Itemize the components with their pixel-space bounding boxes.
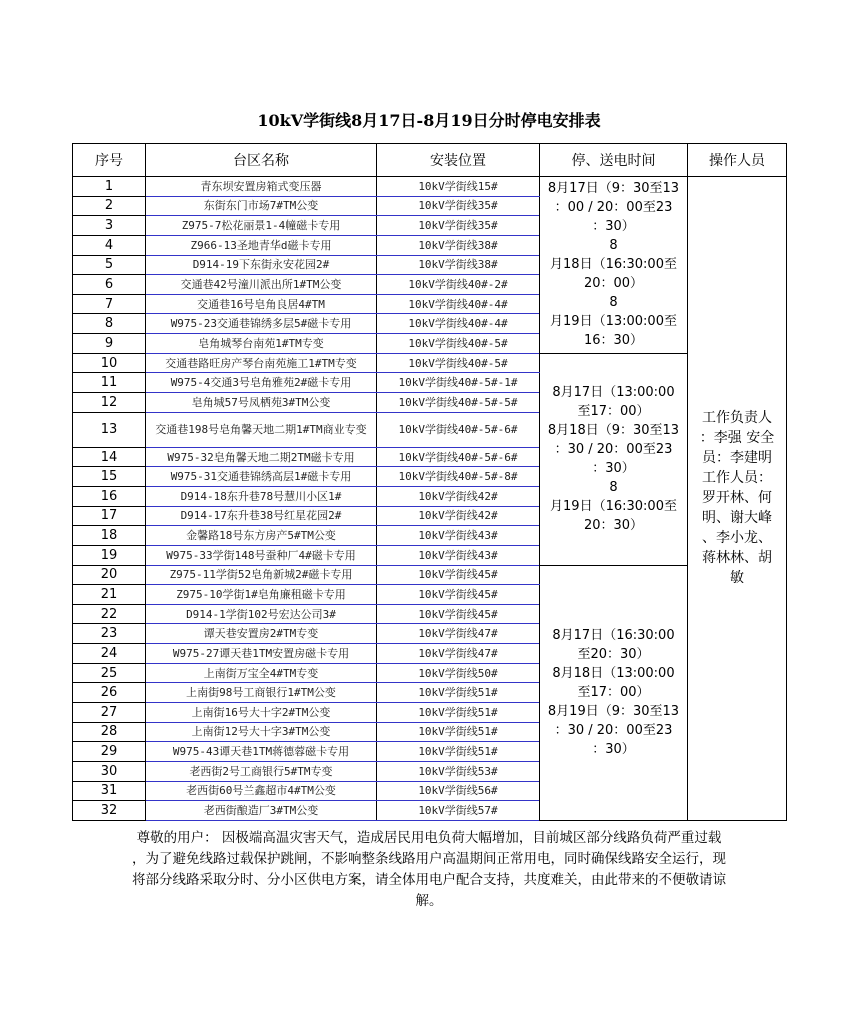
cell-line: 8 <box>609 238 618 254</box>
table-row <box>73 177 787 197</box>
notice-line: 将部分线路采取分时、分小区供电方案，请全体用电户配合支持，共度难关，由此带来的不便敬请谅 <box>132 872 726 888</box>
row-name: W975-23交通巷锦绣多层5#磁卡专用 <box>146 314 377 334</box>
row-name: 皂角城57号凤栖苑3#TM公变 <box>146 393 377 413</box>
table-row <box>73 353 787 373</box>
row-seq: 27 <box>73 703 146 723</box>
row-seq: 5 <box>73 255 146 275</box>
row-name: W975-27谭天巷1TM安置房磁卡专用 <box>146 644 377 664</box>
notice-line: 解。 <box>415 893 443 909</box>
row-name: 上南街12号大十字3#TM公变 <box>146 722 377 742</box>
cell-line: 至20：30） <box>577 647 650 663</box>
cell-line: 16：30） <box>583 333 644 349</box>
cell-line: 、李小龙、 <box>702 530 772 547</box>
cell-line: 月18日（16:30:00至 <box>550 257 677 273</box>
row-seq: 18 <box>73 526 146 546</box>
row-seq: 12 <box>73 393 146 413</box>
row-name: 金馨路18号东方房产5#TM公变 <box>146 526 377 546</box>
row-seq: 20 <box>73 565 146 585</box>
cell-line: 罗开林、何 <box>702 490 772 507</box>
cell-line: 8月18日（9：30至13 <box>547 423 680 439</box>
row-seq: 17 <box>73 506 146 526</box>
header-name: 台区名称 <box>146 144 377 177</box>
row-name: Z966-13圣地青华d磁卡专用 <box>146 235 377 255</box>
cell-line: 8 <box>609 295 618 311</box>
row-location: 10kV学街线40#-4# <box>377 314 540 334</box>
cell-line: ：30） <box>592 742 635 758</box>
cell-line: 8月17日（16:30:00 <box>552 628 675 644</box>
row-name: D914-18东升巷78号慧川小区1# <box>146 486 377 506</box>
header-time: 停、送电时间 <box>540 144 688 177</box>
row-location: 10kV学街线40#-5# <box>377 353 540 373</box>
row-seq: 15 <box>73 467 146 487</box>
header-location: 安装位置 <box>377 144 540 177</box>
row-name: 老西街2号工商银行5#TM专变 <box>146 761 377 781</box>
row-seq: 9 <box>73 334 146 354</box>
cell-line: ：30） <box>592 219 635 235</box>
row-location: 10kV学街线50# <box>377 663 540 683</box>
outage-time-group2 <box>540 353 688 565</box>
row-seq: 8 <box>73 314 146 334</box>
cell-line: ：00 / 20：00至23 <box>554 200 673 216</box>
page-title: 10kV学街线8月17日-8月19日分时停电安排表 <box>257 111 601 130</box>
row-location: 10kV学街线42# <box>377 506 540 526</box>
cell-line: 8月17日（13:00:00 <box>552 385 675 401</box>
row-name: 交通巷路旺房产琴台南苑施工1#TM专变 <box>146 353 377 373</box>
notice-line: ，为了避免线路过载保护跳闸，不影响整条线路用户高温期间正常用电，同时确保线路安全运行，现 <box>132 851 726 867</box>
row-seq: 24 <box>73 644 146 664</box>
row-location: 10kV学街线40#-2# <box>377 275 540 295</box>
cell-line: ：李强 安全 <box>699 430 775 447</box>
notice-line: 尊敬的用户： 因极端高温灾害天气，造成居民用电负荷大幅增加，目前城区部分线路负荷严重过载 <box>136 830 722 846</box>
cell-line: 至17：00） <box>577 685 650 701</box>
row-location: 10kV学街线51# <box>377 703 540 723</box>
row-location: 10kV学街线51# <box>377 722 540 742</box>
cell-line: ：30） <box>592 461 635 477</box>
row-name: W975-32皂角馨天地二期2TM磁卡专用 <box>146 447 377 467</box>
row-location: 10kV学街线47# <box>377 624 540 644</box>
row-seq: 25 <box>73 663 146 683</box>
cell-line: 月19日（16:30:00至 <box>550 499 677 515</box>
row-location: 10kV学街线43# <box>377 526 540 546</box>
row-seq: 21 <box>73 585 146 605</box>
row-location: 10kV学街线56# <box>377 781 540 801</box>
row-location: 10kV学街线40#-5#-5# <box>377 393 540 413</box>
row-name: Z975-11学街52皂角新城2#磁卡专用 <box>146 565 377 585</box>
row-name: Z975-7松花丽景1-4幢磁卡专用 <box>146 216 377 236</box>
row-name: D914-17东升巷38号红星花园2# <box>146 506 377 526</box>
row-name: D914-1学街102号宏达公司3# <box>146 604 377 624</box>
cell-line: 员：李建明 <box>702 450 772 467</box>
row-seq: 7 <box>73 294 146 314</box>
table-header-row <box>73 144 787 177</box>
cell-line: 工作负责人 <box>702 410 772 427</box>
row-location: 10kV学街线43# <box>377 545 540 565</box>
row-name: 交通巷42号潼川派出所1#TM公变 <box>146 275 377 295</box>
cell-line: 敏 <box>730 570 744 587</box>
row-name: 皂角城琴台南苑1#TM专变 <box>146 334 377 354</box>
row-location: 10kV学街线35# <box>377 216 540 236</box>
outage-time-group3 <box>540 565 688 820</box>
row-name: 谭天巷安置房2#TM专变 <box>146 624 377 644</box>
row-seq: 16 <box>73 486 146 506</box>
row-name: W975-4交通3号皂角雅苑2#磁卡专用 <box>146 373 377 393</box>
row-seq: 23 <box>73 624 146 644</box>
row-location: 10kV学街线38# <box>377 235 540 255</box>
row-name: W975-43谭天巷1TM蒋德蓉磁卡专用 <box>146 742 377 762</box>
notice-text <box>72 828 786 912</box>
row-name: W975-33学街148号蚕种厂4#磁卡专用 <box>146 545 377 565</box>
cell-line: 8月19日（9：30至13 <box>547 704 680 720</box>
row-location: 10kV学街线47# <box>377 644 540 664</box>
row-seq: 28 <box>73 722 146 742</box>
row-name: 青东坝安置房箱式变压器 <box>146 177 377 197</box>
row-name: 上南街16号大十字2#TM公变 <box>146 703 377 723</box>
cell-line: 8 <box>609 480 618 496</box>
row-seq: 13 <box>73 412 146 447</box>
row-location: 10kV学街线51# <box>377 683 540 703</box>
row-location: 10kV学街线51# <box>377 742 540 762</box>
row-seq: 31 <box>73 781 146 801</box>
cell-line: 20：30） <box>583 518 644 534</box>
row-name: 上南街万宝全4#TM专变 <box>146 663 377 683</box>
row-location: 10kV学街线40#-5#-6# <box>377 412 540 447</box>
row-seq: 1 <box>73 177 146 197</box>
row-location: 10kV学街线45# <box>377 585 540 605</box>
header-operator: 操作人员 <box>688 144 787 177</box>
cell-line: 8月17日（9：30至13 <box>547 181 680 197</box>
row-location: 10kV学街线42# <box>377 486 540 506</box>
row-location: 10kV学街线40#-5# <box>377 334 540 354</box>
cell-line: ：30 / 20：00至23 <box>554 442 673 458</box>
cell-line: 至17：00） <box>577 404 650 420</box>
header-seq: 序号 <box>73 144 146 177</box>
cell-line: 蒋林林、胡 <box>702 550 772 567</box>
row-location: 10kV学街线38# <box>377 255 540 275</box>
row-location: 10kV学街线45# <box>377 604 540 624</box>
row-seq: 10 <box>73 353 146 373</box>
row-location: 10kV学街线40#-5#-8# <box>377 467 540 487</box>
cell-line: 20：00） <box>583 276 644 292</box>
row-seq: 3 <box>73 216 146 236</box>
row-location: 10kV学街线40#-5#-6# <box>377 447 540 467</box>
row-seq: 4 <box>73 235 146 255</box>
table-row <box>73 565 787 585</box>
row-location: 10kV学街线57# <box>377 801 540 821</box>
row-seq: 29 <box>73 742 146 762</box>
row-seq: 22 <box>73 604 146 624</box>
row-name: W975-31交通巷锦绣高层1#磁卡专用 <box>146 467 377 487</box>
row-location: 10kV学街线45# <box>377 565 540 585</box>
row-location: 10kV学街线35# <box>377 196 540 216</box>
row-seq: 30 <box>73 761 146 781</box>
row-name: 交通巷198号皂角馨天地二期1#TM商业专变 <box>146 412 377 447</box>
row-name: 老西街酿造厂3#TM公变 <box>146 801 377 821</box>
cell-line: ：30 / 20：00至23 <box>554 723 673 739</box>
cell-line: 月19日（13:00:00至 <box>550 314 677 330</box>
row-name: 上南街98号工商银行1#TM公变 <box>146 683 377 703</box>
cell-line: 明、谢大峰 <box>702 510 772 527</box>
row-seq: 32 <box>73 801 146 821</box>
row-name: 东街东门市场7#TM公变 <box>146 196 377 216</box>
row-location: 10kV学街线15# <box>377 177 540 197</box>
row-seq: 6 <box>73 275 146 295</box>
schedule-table <box>72 143 787 821</box>
row-name: D914-19下东街永安花园2# <box>146 255 377 275</box>
row-location: 10kV学街线40#-4# <box>377 294 540 314</box>
row-seq: 19 <box>73 545 146 565</box>
outage-time-group1 <box>540 177 688 354</box>
row-location: 10kV学街线53# <box>377 761 540 781</box>
row-seq: 26 <box>73 683 146 703</box>
row-location: 10kV学街线40#-5#-1# <box>377 373 540 393</box>
row-seq: 11 <box>73 373 146 393</box>
row-name: 老西街60号兰鑫超市4#TM公变 <box>146 781 377 801</box>
cell-line: 8月18日（13:00:00 <box>552 666 675 682</box>
row-name: 交通巷16号皂角良居4#TM <box>146 294 377 314</box>
cell-line: 工作人员： <box>702 470 772 487</box>
row-seq: 2 <box>73 196 146 216</box>
operator-cell <box>688 177 787 821</box>
row-name: Z975-10学街1#皂角廉租磁卡专用 <box>146 585 377 605</box>
row-seq: 14 <box>73 447 146 467</box>
